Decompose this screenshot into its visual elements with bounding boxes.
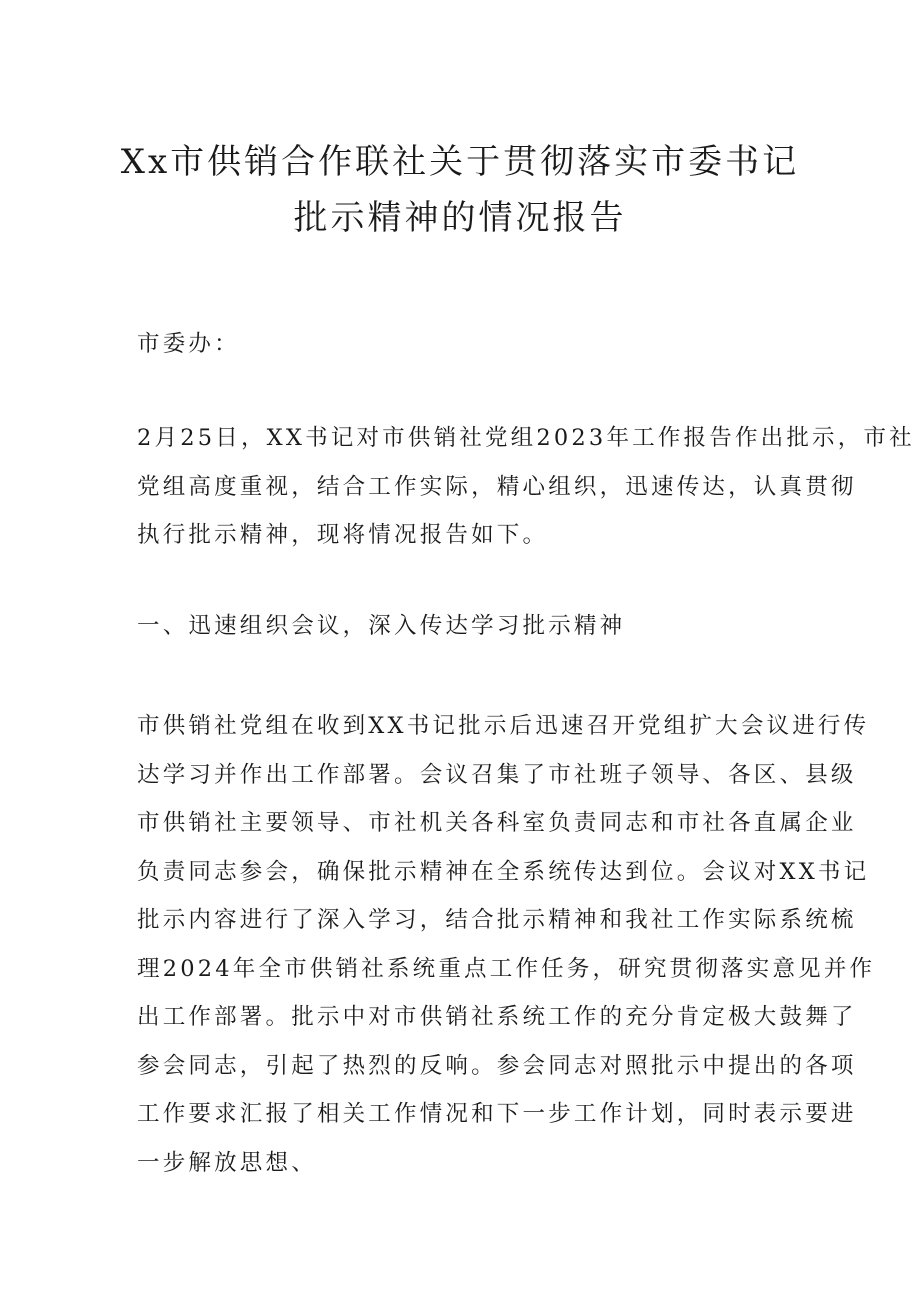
body-line: 出工作部署。批示中对市供销社系统工作的充分肯定极大鼓舞了 xyxy=(137,1004,857,1030)
body-line: 达学习并作出工作部署。会议召集了市社班子领导、各区、县级 xyxy=(137,761,857,788)
body-line: 一步解放思想、 xyxy=(137,1149,317,1176)
intro-line: 党组高度重视，结合工作实际，精心组织，迅速传达，认真贯彻 xyxy=(137,473,857,500)
intro-paragraph xyxy=(137,414,915,560)
document-title-line-1: Xx市供销合作联社关于贯彻落实市委书记 xyxy=(120,142,800,182)
intro-line: 2月25日，XX书记对市供销社党组2023年工作报告作出批示，市社 xyxy=(137,425,915,451)
body-paragraph xyxy=(137,702,876,1187)
body-line: 批示内容进行了深入学习，结合批示精神和我社工作实际系统梳 xyxy=(137,907,857,933)
body-line: 工作要求汇报了相关工作情况和下一步工作计划，同时表示要进 xyxy=(137,1101,857,1127)
section-heading: 一、迅速组织会议，深入传达学习批示精神 xyxy=(137,613,626,639)
body-line: 参会同志，引起了热烈的反响。参会同志对照批示中提出的各项 xyxy=(137,1052,857,1079)
intro-line: 执行批示精神，现将情况报告如下。 xyxy=(137,522,549,548)
body-line: 理2024年全市供销社系统重点工作任务，研究贯彻落实意见并作 xyxy=(137,955,876,982)
body-line: 负责同志参会，确保批示精神在全系统传达到位。会议对XX书记 xyxy=(137,858,870,885)
body-line: 市供销社主要领导、市社机关各科室负责同志和市社各直属企业 xyxy=(137,810,857,836)
document-title-line-2: 批示精神的情况报告 xyxy=(293,198,627,238)
body-line: 市供销社党组在收到XX书记批示后迅速召开党组扩大会议进行传 xyxy=(137,713,870,739)
addressee: 市委办： xyxy=(137,331,240,357)
